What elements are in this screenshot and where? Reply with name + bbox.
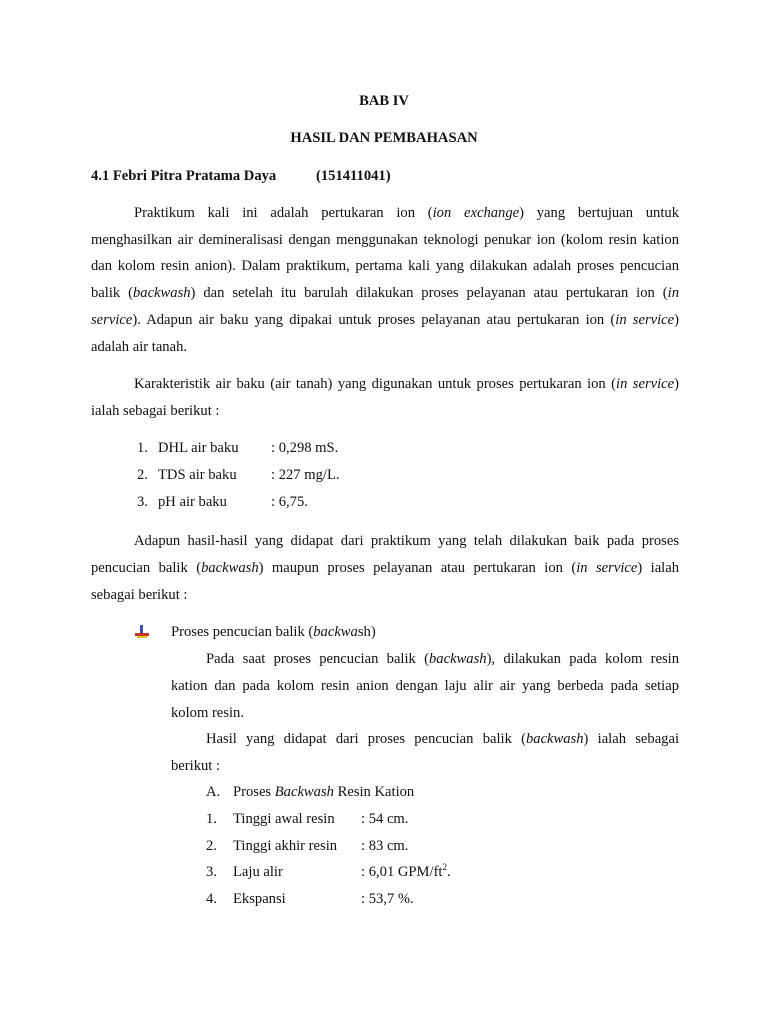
para2-line1	[134, 376, 679, 393]
para4-line1	[206, 651, 679, 668]
list-item-label: DHL air baku	[158, 440, 239, 456]
list-item-number: 1.	[137, 440, 148, 456]
para3-line2	[91, 560, 679, 577]
italic-span: backwa	[313, 624, 358, 640]
italic-span: service	[91, 312, 133, 328]
italic-span: backwash	[429, 651, 487, 667]
text-span: )	[674, 376, 679, 392]
italic-span: ion exchange	[432, 205, 520, 221]
para1-line1	[134, 205, 679, 222]
student-id: (151411041)	[316, 168, 391, 184]
text-span: sh)	[357, 624, 376, 640]
text-span: ) ialah	[637, 560, 679, 576]
text-span: )	[674, 312, 679, 328]
subsection-letter: A.	[206, 784, 221, 800]
list-item-value: : 227 mg/L.	[271, 467, 340, 483]
list-item-number: 1.	[206, 811, 217, 827]
italic-span: in service	[615, 312, 675, 328]
text-span: Pada saat proses pencucian balik (	[206, 651, 429, 667]
italic-span: Backwash	[274, 784, 334, 800]
list-item-value: : 53,7 %.	[361, 891, 414, 907]
list-item-label: Tinggi awal resin	[233, 811, 335, 827]
para1-line3: dan kolom resin anion). Dalam praktikum, pertama kali yang dilakukan adalah proses pencucian	[91, 258, 679, 274]
para1-line4	[91, 285, 679, 302]
text-span: ), dilakukan pada kolom resin	[486, 651, 679, 667]
text-span: ) yang bertujuan untuk	[519, 205, 679, 221]
chapter-heading: BAB IV	[359, 93, 409, 109]
list-item-label: TDS air baku	[158, 467, 237, 483]
para4-line2: kation dan pada kolom resin anion dengan laju alir air yang berbeda pada setiap	[171, 678, 679, 694]
list-item-number: 2.	[206, 838, 217, 854]
list-item-label: Laju alir	[233, 864, 283, 880]
text-span: ) dan setelah itu barulah dilakukan proses pelayanan atau pertukaran ion (	[190, 285, 668, 301]
list-item-value: : 6,75.	[271, 494, 308, 510]
text-span: Praktikum kali ini adalah pertukaran ion (	[134, 205, 433, 221]
text-span: Hasil yang didapat dari proses pencucian balik (	[206, 731, 526, 747]
text-span: Karakteristik air baku (air tanah) yang digunakan untuk proses pertukaran ion (	[134, 376, 617, 392]
italic-span: backwash	[132, 285, 191, 301]
text-span: : 6,01 GPM/ft	[361, 864, 443, 880]
chapter-title: HASIL DAN PEMBAHASAN	[290, 130, 478, 146]
para1-line2: menghasilkan air demineralisasi dengan menggunakan teknologi penukar ion (kolom resin kation	[91, 232, 679, 248]
superscript: 2	[442, 862, 447, 873]
text-span: Proses	[233, 784, 275, 800]
list-item-number: 4.	[206, 891, 217, 907]
text-span: Proses pencucian balik (	[171, 624, 314, 640]
list-item-number: 3.	[137, 494, 148, 510]
list-item-number: 2.	[137, 467, 148, 483]
text-span: Resin Kation	[333, 784, 415, 800]
text-span: ) ialah sebagai	[583, 731, 680, 747]
text-span: .	[447, 864, 451, 880]
para1-line5	[91, 312, 679, 329]
text-span: ) maupun proses pelayanan atau pertukaran ion (	[258, 560, 577, 576]
text-span: ). Adapun air baku yang dipakai untuk proses pelayanan atau pertukaran ion (	[132, 312, 616, 328]
text-span: balik (	[91, 285, 133, 301]
para1-line6: adalah air tanah.	[91, 339, 188, 355]
para5-line2: berikut :	[171, 758, 221, 774]
italic-span: in service	[616, 376, 675, 392]
text-span: pencucian balik (	[91, 560, 202, 576]
para3-line3: sebagai berikut :	[91, 587, 188, 603]
subsection-title	[233, 784, 414, 801]
list-item-label: pH air baku	[158, 494, 227, 510]
list-item-label: Tinggi akhir resin	[233, 838, 338, 854]
section-heading: 4.1 Febri Pitra Pratama Daya	[91, 168, 277, 184]
list-item-label: Ekspansi	[233, 891, 286, 907]
italic-span: backwash	[525, 731, 584, 747]
italic-span: in	[667, 285, 679, 301]
bullet-item-text	[171, 624, 376, 641]
para4-line3: kolom resin.	[171, 705, 244, 721]
list-item-value	[361, 864, 451, 881]
list-item-value: : 54 cm.	[361, 811, 409, 827]
italic-span: backwash	[201, 560, 259, 576]
para2-line2: ialah sebagai berikut :	[91, 403, 220, 419]
list-item-value: : 83 cm.	[361, 838, 409, 854]
bullet-arrow-icon	[134, 625, 150, 639]
list-item-value: : 0,298 mS.	[271, 440, 339, 456]
italic-span: in service	[576, 560, 638, 576]
list-item-number: 3.	[206, 864, 217, 880]
para3-line1: Adapun hasil-hasil yang didapat dari praktikum yang telah dilakukan baik pada proses	[134, 533, 679, 549]
para5-line1	[206, 731, 679, 748]
